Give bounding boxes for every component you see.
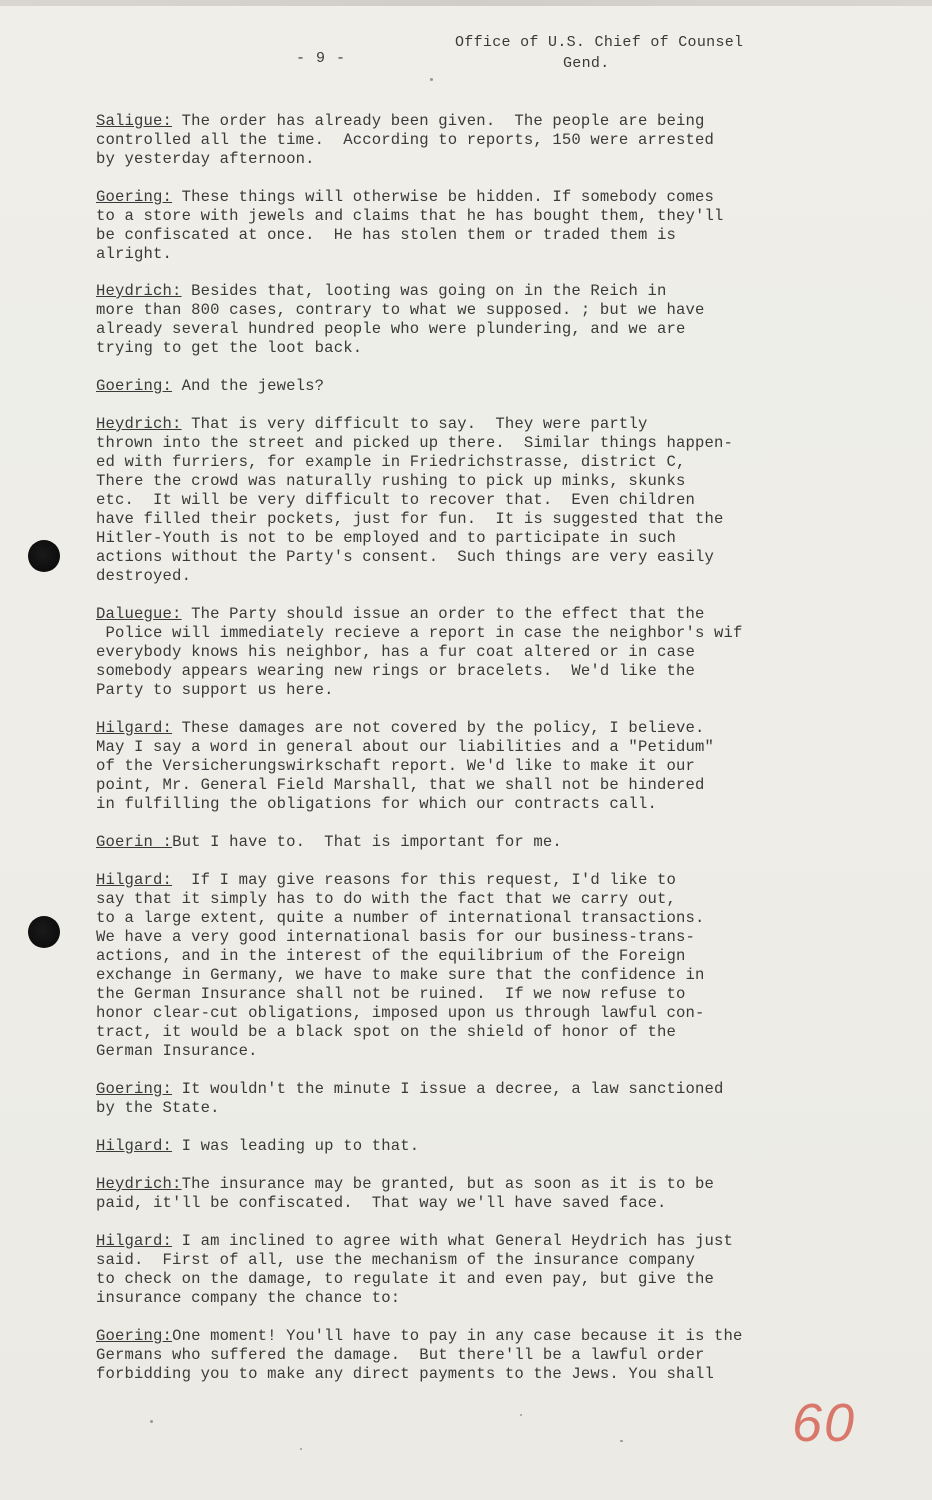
dialogue-line (96, 1137, 876, 1156)
line-text: I was leading up to that. (172, 1137, 420, 1155)
line-text: If I may give reasons for this request, I'd like to (172, 871, 676, 889)
line-text: Besides that, looting was going on in the Reich in (181, 282, 667, 300)
office-line-2: Gend. (563, 55, 610, 72)
dialogue-paragraph (96, 1080, 876, 1118)
office-header (455, 32, 875, 74)
line-text: German Insurance. (96, 1042, 258, 1060)
dialogue-paragraph (96, 188, 876, 264)
dialogue-line (96, 1327, 876, 1346)
dialogue-line (96, 909, 876, 928)
dialogue-line (96, 605, 876, 624)
line-text: be confiscated at once. He has stolen them or traded them is (96, 226, 676, 244)
dialogue-line (96, 1042, 876, 1061)
line-text: Police will immediately recieve a report in case the neighbor's wif (96, 624, 743, 642)
dialogue-paragraph (96, 871, 876, 1061)
speaker-name: Goerin : (96, 833, 173, 851)
dialogue-line (96, 207, 876, 226)
line-text: The Party should issue an order to the effect that the (181, 605, 705, 623)
line-text: to a large extent, quite a number of international transactions. (96, 909, 705, 927)
dialogue-line (96, 1099, 876, 1118)
dialogue-line (96, 453, 876, 472)
dialogue-line (96, 320, 876, 339)
speaker-name: Heydrich: (96, 282, 182, 300)
dialogue-line (96, 719, 876, 738)
dialogue-paragraph (96, 377, 876, 396)
line-text: Germans who suffered the damage. But there'll be a lawful order (96, 1346, 705, 1364)
dialogue-paragraph (96, 415, 876, 586)
dialogue-line (96, 643, 876, 662)
dialogue-line (96, 776, 876, 795)
line-text: We have a very good international basis for our business-trans- (96, 928, 695, 946)
dialogue-line (96, 1023, 876, 1042)
dialogue-line (96, 947, 876, 966)
dialogue-paragraph (96, 112, 876, 169)
dialogue-line (96, 188, 876, 207)
dialogue-line (96, 301, 876, 320)
dialogue-line (96, 1270, 876, 1289)
dialogue-paragraph (96, 282, 876, 358)
line-text: to check on the damage, to regulate it and even pay, but give the (96, 1270, 715, 1288)
line-text: say that it simply has to do with the fact that we carry out, (96, 890, 676, 908)
dialogue-line (96, 567, 876, 586)
line-text: of the Versicherungswirkschaft report. We'd like to make it our (96, 757, 695, 775)
line-text: But I have to. That is important for me. (172, 833, 562, 851)
dialogue-line (96, 1346, 876, 1365)
line-text: These damages are not covered by the policy, I believe. (172, 719, 705, 737)
line-text: actions, and in the interest of the equilibrium of the Foreign (96, 947, 686, 965)
line-text: And the jewels? (172, 377, 325, 395)
line-text: already several hundred people who were plundering, and we are (96, 320, 686, 338)
dialogue-line (96, 510, 876, 529)
dialogue-paragraph (96, 605, 876, 700)
dialogue-line (96, 226, 876, 245)
page-stamp: 60 (792, 1393, 857, 1453)
speaker-name: Heydrich: (96, 415, 182, 433)
line-text: by the State. (96, 1099, 220, 1117)
dialogue-line (96, 245, 876, 264)
dialogue-line (96, 112, 876, 131)
dialogue-line (96, 1080, 876, 1099)
line-text: everybody knows his neighbor, has a fur coat altered or in case (96, 643, 695, 661)
dialogue-line (96, 681, 876, 700)
dialogue-paragraph (96, 1175, 876, 1213)
dialogue-line (96, 1004, 876, 1023)
dialogue-line (96, 1289, 876, 1308)
dialogue-line (96, 1232, 876, 1251)
dialogue-line (96, 795, 876, 814)
line-text: more than 800 cases, contrary to what we supposed. ; but we have (96, 301, 705, 319)
line-text: exchange in Germany, we have to make sure that the confidence in (96, 966, 705, 984)
line-text: actions without the Party's consent. Such things are very easily (96, 548, 715, 566)
dialogue-line (96, 928, 876, 947)
line-text: tract, it would be a black spot on the shield of honor of the (96, 1023, 676, 1041)
line-text: in fulfilling the obligations for which our contracts call. (96, 795, 657, 813)
line-text: somebody appears wearing new rings or bracelets. We'd like the (96, 662, 695, 680)
dialogue-paragraph (96, 1232, 876, 1308)
line-text: destroyed. (96, 567, 192, 585)
dialogue-paragraph (96, 719, 876, 814)
dialogue-line (96, 1175, 876, 1194)
speaker-name: Hilgard: (96, 871, 173, 889)
dialogue-paragraph (96, 1137, 876, 1156)
line-text: thrown into the street and picked up there. Similar things happen- (96, 434, 734, 452)
dialogue-line (96, 1194, 876, 1213)
line-text: These things will otherwise be hidden. If somebody comes (172, 188, 715, 206)
line-text: said. First of all, use the mechanism of the insurance company (96, 1251, 695, 1269)
dialogue-line (96, 150, 876, 169)
dialogue-line (96, 491, 876, 510)
dialogue-paragraph (96, 833, 876, 852)
line-text: paid, it'll be confiscated. That way we'll have saved face. (96, 1194, 667, 1212)
dialogue-line (96, 757, 876, 776)
line-text: ed with furriers, for example in Friedrichstrasse, district C, (96, 453, 686, 471)
line-text: by yesterday afternoon. (96, 150, 315, 168)
dialogue-paragraph (96, 1327, 876, 1384)
speaker-name: Hilgard: (96, 1232, 173, 1250)
line-text: Party to support us here. (96, 681, 334, 699)
line-text: It wouldn't the minute I issue a decree, a law sanctioned (172, 1080, 724, 1098)
line-text: One moment! You'll have to pay in any case because it is the (172, 1327, 743, 1345)
speaker-name: Hilgard: (96, 1137, 173, 1155)
line-text: Hitler-Youth is not to be employed and to participate in such (96, 529, 676, 547)
office-line-1: Office of U.S. Chief of Counsel (455, 34, 744, 51)
line-text: insurance company the chance to: (96, 1289, 401, 1307)
line-text: forbidding you to make any direct payments to the Jews. You shall (96, 1365, 715, 1383)
scan-edge (0, 0, 932, 6)
dialogue-line (96, 282, 876, 301)
dialogue-line (96, 1251, 876, 1270)
dialogue-line (96, 377, 876, 396)
dialogue-line (96, 131, 876, 150)
dialogue-line (96, 529, 876, 548)
speaker-name: Heydrich: (96, 1175, 182, 1193)
line-text: honor clear-cut obligations, imposed upon us through lawful con- (96, 1004, 705, 1022)
line-text: I am inclined to agree with what General Heydrich has just (172, 1232, 734, 1250)
speaker-name: Goering: (96, 377, 173, 395)
line-text: That is very difficult to say. They were partly (181, 415, 648, 433)
dialogue-line (96, 890, 876, 909)
dialogue-line (96, 434, 876, 453)
dialogue-line (96, 472, 876, 491)
dialogue-line (96, 966, 876, 985)
line-text: alright. (96, 245, 173, 263)
dialogue-line (96, 415, 876, 434)
dialogue-line (96, 738, 876, 757)
line-text: There the crowd was naturally rushing to pick up minks, skunks (96, 472, 686, 490)
dialogue-line (96, 548, 876, 567)
dialogue-line (96, 833, 876, 852)
speaker-name: Goering: (96, 188, 173, 206)
dialogue-line (96, 985, 876, 1004)
punch-hole (28, 540, 60, 572)
dialogue-line (96, 871, 876, 890)
punch-hole (28, 916, 60, 948)
speaker-name: Hilgard: (96, 719, 173, 737)
line-text: controlled all the time. According to reports, 150 were arrested (96, 131, 715, 149)
line-text: The order has already been given. The people are being (172, 112, 705, 130)
dialogue-line (96, 662, 876, 681)
line-text: etc. It will be very difficult to recover that. Even children (96, 491, 695, 509)
line-text: May I say a word in general about our liabilities and a "Petidum" (96, 738, 715, 756)
transcript-body (96, 112, 876, 1403)
line-text: trying to get the loot back. (96, 339, 363, 357)
line-text: have filled their pockets, just for fun. It is suggested that the (96, 510, 724, 528)
speaker-name: Daluegue: (96, 605, 182, 623)
line-text: point, Mr. General Field Marshall, that we shall not be hindered (96, 776, 705, 794)
dialogue-line (96, 624, 876, 643)
page-number: - 9 - (296, 50, 347, 67)
speaker-name: Goering: (96, 1327, 173, 1345)
line-text: The insurance may be granted, but as soon as it is to be (181, 1175, 715, 1193)
line-text: the German Insurance shall not be ruined. If we now refuse to (96, 985, 686, 1003)
line-text: to a store with jewels and claims that he has bought them, they'll (96, 207, 724, 225)
dialogue-line (96, 1365, 876, 1384)
dialogue-line (96, 339, 876, 358)
speaker-name: Goering: (96, 1080, 173, 1098)
speaker-name: Saligue: (96, 112, 173, 130)
